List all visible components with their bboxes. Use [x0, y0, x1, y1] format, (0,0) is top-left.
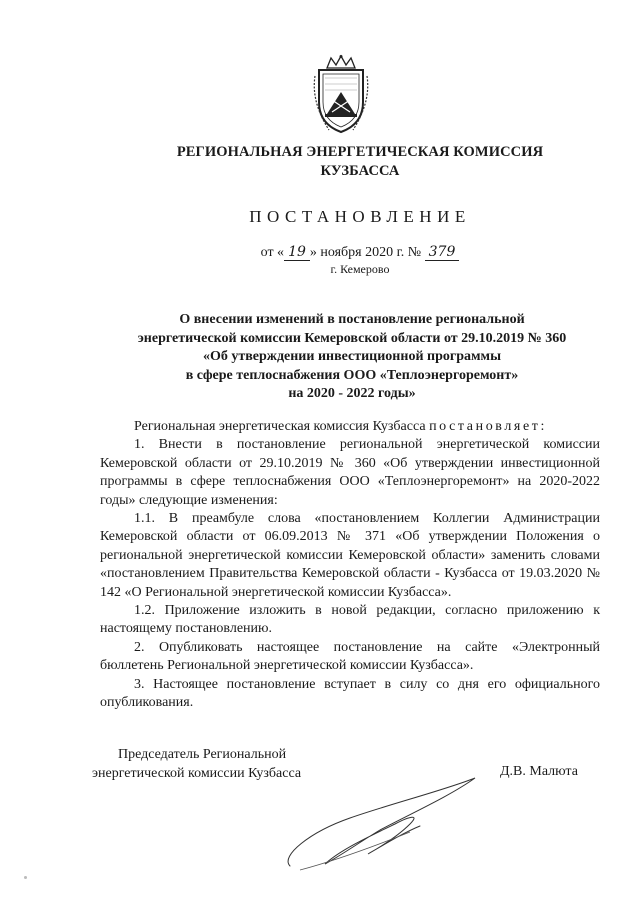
handwritten-signature	[270, 770, 500, 880]
intro-paragraph	[100, 418, 600, 436]
subject-line: О внесении изменений в постановление региональной	[179, 312, 525, 327]
paragraph-1-2: 1.2. Приложение изложить в новой редакции, согласно приложению к настоящему постановлению.	[100, 603, 600, 637]
org-name-line2: КУЗБАССА	[320, 163, 400, 179]
date-prefix: от «	[260, 245, 285, 260]
intro-text: Региональная энергетическая комиссия Кузбасса	[134, 419, 426, 434]
document-body	[100, 418, 600, 713]
paragraph-1: 1. Внести в постановление региональной энергетической комиссии Кемеровской области от 29.10.2019 № 360 «Об утверждении инвестиционной программы в сфере теплоснабжения ООО «Теплоэнергоремонт» на 2020-2022 годы» следующие изменения:	[100, 437, 600, 508]
document-type: ПОСТАНОВЛЕНИЕ	[249, 207, 471, 226]
subject-line: «Об утверждении инвестиционной программы	[202, 349, 502, 364]
document-subject	[102, 311, 602, 404]
subject-line: в сфере теплоснабжения ООО «Теплоэнергоремонт»	[185, 367, 519, 383]
signatory-title-line1: Председатель Региональной	[118, 747, 287, 762]
signatory-name: Д.В. Малюта	[500, 764, 578, 779]
org-name-line1: РЕГИОНАЛЬНАЯ ЭНЕРГЕТИЧЕСКАЯ КОМИССИЯ	[176, 144, 544, 160]
document-number: 379	[425, 244, 460, 261]
subject-line: на 2020 - 2022 годы»	[288, 386, 416, 401]
scan-speck	[24, 876, 27, 879]
city: г. Кемерово	[330, 262, 390, 276]
signatory-title-line2: энергетической комиссии Кузбасса	[92, 766, 302, 781]
paragraph-3: 3. Настоящее постановление вступает в силу со дня его официального опубликования.	[100, 676, 600, 711]
paragraph-1-1: 1.1. В преамбуле слова «постановлением Коллегии Администрации Кемеровской области от 06.09.2013 № 371 «Об утверждении Положения о региональной энергетической комиссии Кемеровской области» заменить словами «постановлением Правительства Кемеровской области - Кузбасса от 19.03.2020 № 142 «О Региональной энергетической комиссии Кузбасса».	[100, 511, 600, 600]
coat-of-arms-icon	[307, 54, 375, 136]
intro-verb: постановляет:	[429, 419, 547, 434]
organization-name	[150, 143, 570, 181]
date-line	[200, 244, 520, 261]
date-day: 19	[284, 244, 310, 261]
date-suffix: » ноября 2020 г. №	[309, 245, 422, 260]
paragraph-2: 2. Опубликовать настоящее постановление на сайте «Электронный бюллетень Региональной энергетической комиссии Кузбасса».	[100, 639, 600, 674]
subject-line: энергетической комиссии Кемеровской области от 29.10.2019 № 360	[137, 330, 567, 346]
